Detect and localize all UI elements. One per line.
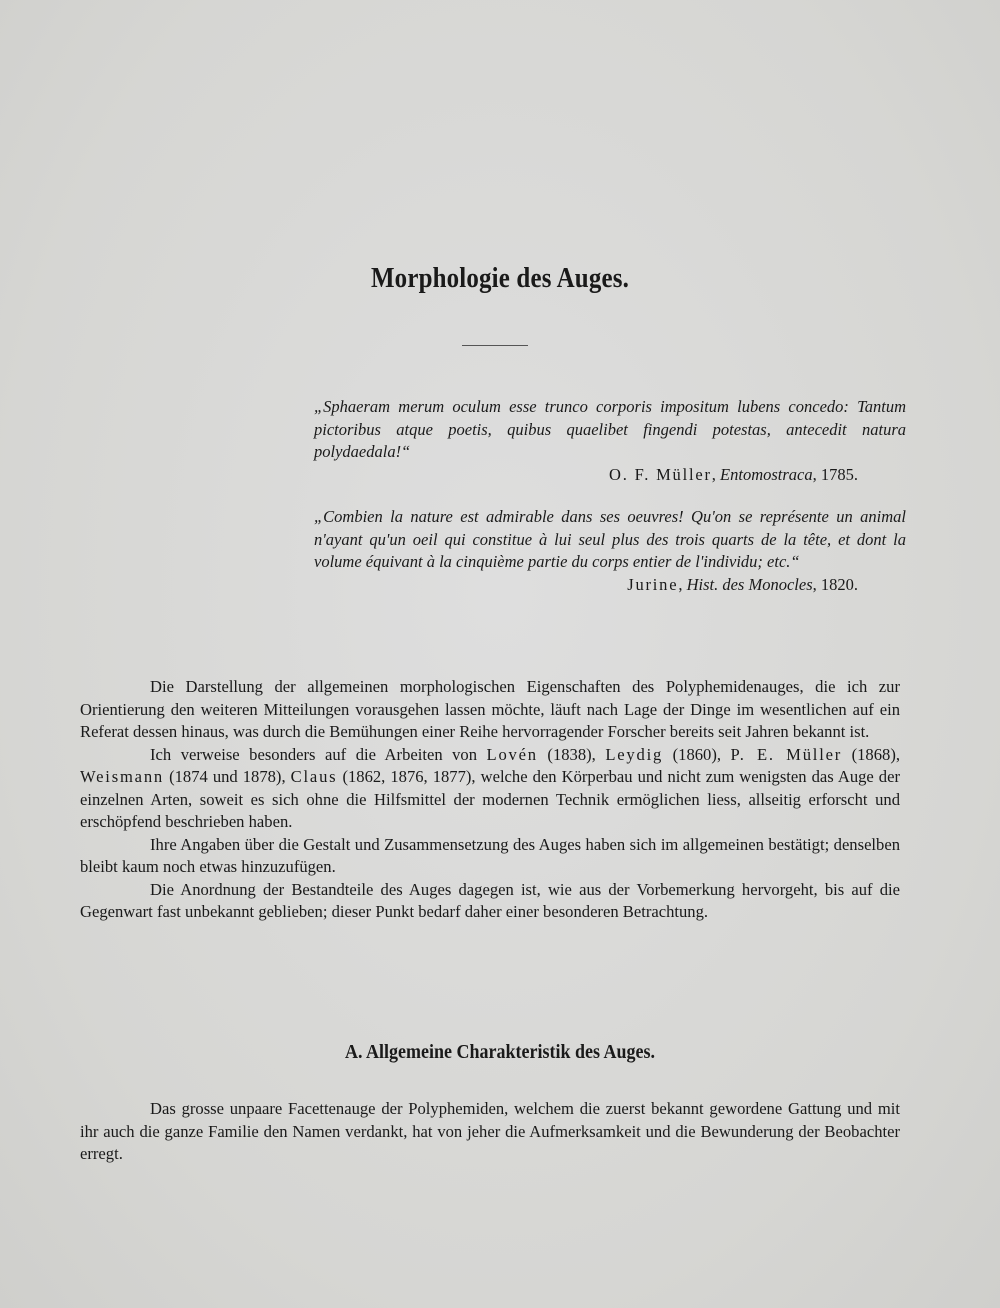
author-name: Weismann xyxy=(80,767,165,786)
epigraph-work: Entomostraca xyxy=(720,464,813,484)
epigraph-attribution: O. F. Müller, Entomostraca, 1785. xyxy=(609,464,858,484)
author-name: P. E. Müller xyxy=(730,744,843,764)
epigraph-quote: „Sphaeram merum oculum esse trunco corporis impositum lubens concedo: Tantum pictoribus atque poetis, quibus quaelibet fingendi potestas, antecedit natura polydaedala!“ xyxy=(314,397,906,461)
page-title: Morphologie des Auges. xyxy=(370,262,630,294)
epigraph-author: Jurine xyxy=(627,574,679,594)
author-name: Leydig xyxy=(605,744,664,764)
section-heading: A. Allgemeine Charakteristik des Auges. xyxy=(345,1041,655,1063)
author-name: Lovén xyxy=(486,744,538,764)
epigraph-attribution: Jurine, Hist. des Monocles, 1820. xyxy=(627,574,858,594)
section-text xyxy=(80,1098,900,1166)
epigraph-muller xyxy=(314,396,906,486)
paragraph: Die Anordnung der Bestandteile des Auges dagegen ist, wie aus der Vorbemerkung hervorgeht, bis auf die Gegenwart fast unbekannt geblieben; dieser Punkt bedarf daher einer besonderen Betrachtung. xyxy=(80,879,900,921)
epigraph-author: O. F. Müller xyxy=(609,464,712,484)
paragraph: Ich verweise besonders auf die Arbeiten von Lovén (1838), Leydig (1860), P. E. Müller (1868), Weismann (1874 und 1878), Claus (1862, 1876, 1877), welche den Körperbau und nicht zum wenigsten das Auge der einzelnen Arten, soweit es sich ohne die Hilfsmittel der modernen Technik ermöglichen liess, allseitig erforscht und erschöpfend beschrieben haben. xyxy=(80,744,900,831)
epigraph-quote: „Combien la nature est admirable dans ses oeuvres! Qu'on se représente un animal n'ayant qu'un oeil qui constitue à lui seul plus des trois quarts de la tête, et dont la volume équivant à la cinquième partie du corps entier de l'individu; etc.“ xyxy=(314,507,906,571)
intro-text xyxy=(80,676,900,924)
paragraph: Die Darstellung der allgemeinen morphologischen Eigenschaften des Polyphemidenauges, die ich zur Orientierung den weiteren Mitteilungen vorausgehen lassen möchte, läuft nach Lage der Dinge im wesentlichen auf ein Referat dessen hinaus, was durch die Bemühungen einer Reihe hervorragender Forscher bereits seit Jahren bekannt ist. xyxy=(80,677,900,741)
epigraph-year: , 1820. xyxy=(812,574,858,594)
epigraph-jurine xyxy=(314,506,906,596)
title-divider xyxy=(462,345,528,346)
author-name: Claus xyxy=(290,767,338,786)
epigraph-work: Hist. des Monocles xyxy=(686,574,813,594)
paragraph: Ihre Angaben über die Gestalt und Zusammensetzung des Auges haben sich im allgemeinen bestätigt; denselben bleibt kaum noch etwas hinzuzufügen. xyxy=(80,834,900,876)
epigraph-year: , 1785. xyxy=(812,464,858,484)
paragraph: Das grosse unpaare Facettenauge der Polyphemiden, welchem die zuerst bekannt gewordene Gattung und mit ihr auch die ganze Familie den Namen verdankt, hat von jeher die Aufmerksamkeit und die Bewunderung der Beobachter erregt. xyxy=(80,1099,900,1163)
